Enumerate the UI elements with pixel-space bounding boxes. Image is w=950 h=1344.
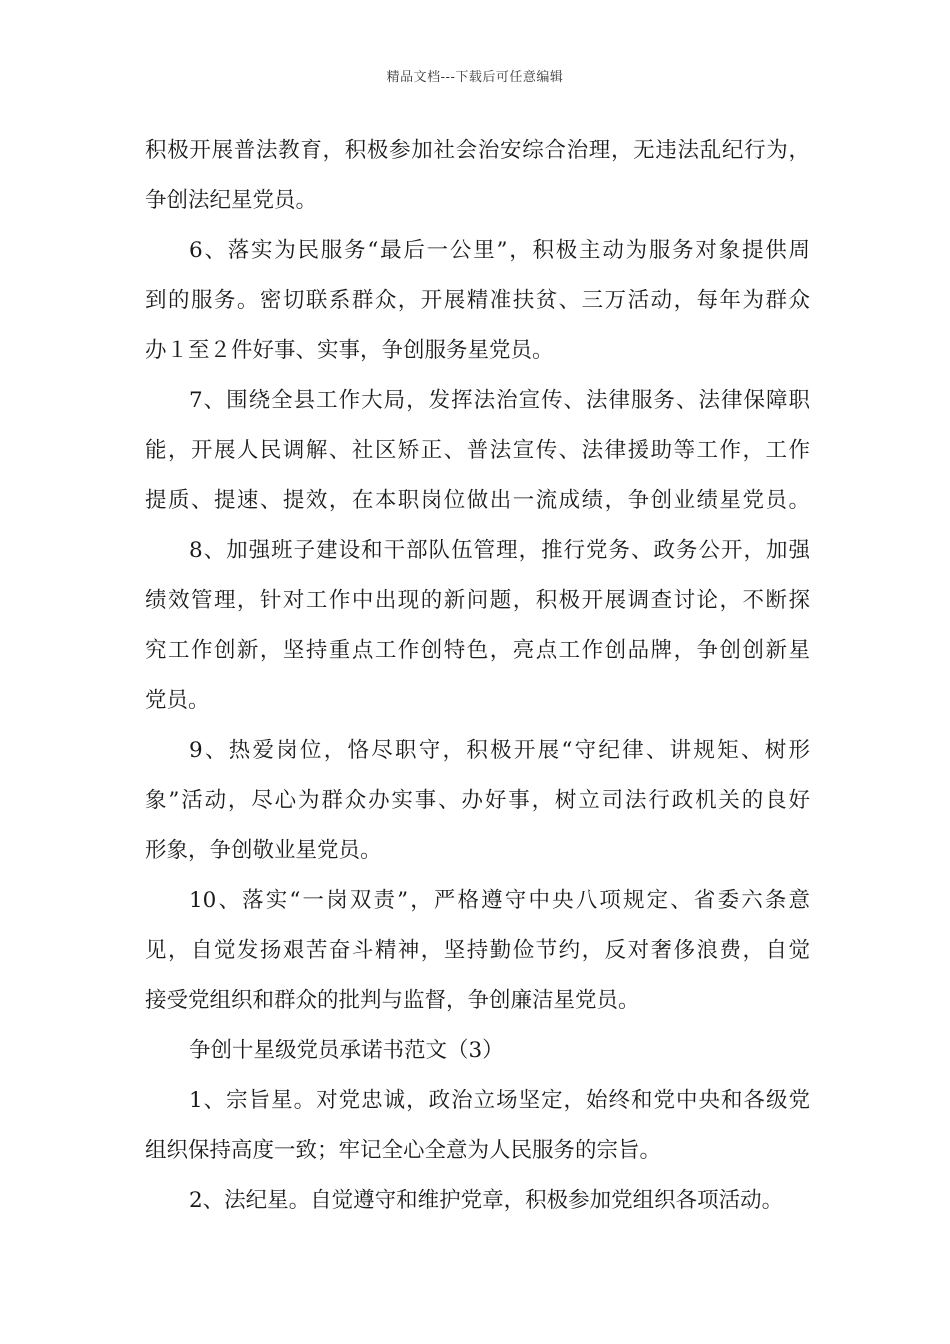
text-line: 组织保持高度一致；牢记全心全意为人民服务的宗旨。 [145, 1138, 662, 1163]
text-line: 争创法纪星党员。 [145, 188, 318, 213]
text-line: 究工作创新，坚持重点工作创特色，亮点工作创品牌，争创创新星 [145, 638, 810, 663]
text-line: 1、宗旨星。对党忠诚，政治立场坚定，始终和党中央和各级党 [189, 1088, 810, 1113]
text-line: 象”活动，尽心为群众办实事、办好事，树立司法行政机关的良好 [145, 788, 810, 813]
text-line: 党员。 [145, 688, 210, 713]
text-line: 接受党组织和群众的批判与监督，争创廉洁星党员。 [145, 988, 640, 1013]
text-line: 见，自觉发扬艰苦奋斗精神，坚持勤俭节约，反对奢侈浪费，自觉 [145, 938, 810, 963]
section-heading: 争创十星级党员承诺书范文（3） [189, 1038, 504, 1063]
text-line: 提质、提速、提效，在本职岗位做出一流成绩，争创业绩星党员。 [145, 488, 810, 513]
document-body [145, 126, 810, 1226]
text-line: 2、法纪星。自觉遵守和维护党章，积极参加党组织各项活动。 [189, 1188, 784, 1213]
text-line: 9、热爱岗位，恪尽职守，积极开展“守纪律、讲规矩、树形 [189, 738, 810, 763]
text-line: 绩效管理，针对工作中出现的新问题，积极开展调查讨论，不断探 [145, 588, 810, 613]
text-line: 到的服务。密切联系群众，开展精准扶贫、三万活动，每年为群众 [145, 288, 810, 313]
text-line: 7、围绕全县工作大局，发挥法治宣传、法律服务、法律保障职 [189, 388, 810, 413]
text-line: 办１至２件好事、实事，争创服务星党员。 [145, 338, 554, 363]
text-line: 形象，争创敬业星党员。 [145, 838, 382, 863]
text-line: 积极开展普法教育，积极参加社会治安综合治理，无违法乱纪行为， [145, 138, 810, 163]
text-line: 6、落实为民服务“最后一公里”，积极主动为服务对象提供周 [189, 238, 810, 263]
text-line: 能，开展人民调解、社区矫正、普法宣传、法律援助等工作，工作 [145, 438, 810, 463]
page-header: 精品文档---下载后可任意编辑 [386, 70, 564, 85]
text-line: 8、加强班子建设和干部队伍管理，推行党务、政务公开，加强 [189, 538, 810, 563]
text-line: 10、落实“一岗双责”，严格遵守中央八项规定、省委六条意 [189, 888, 810, 913]
